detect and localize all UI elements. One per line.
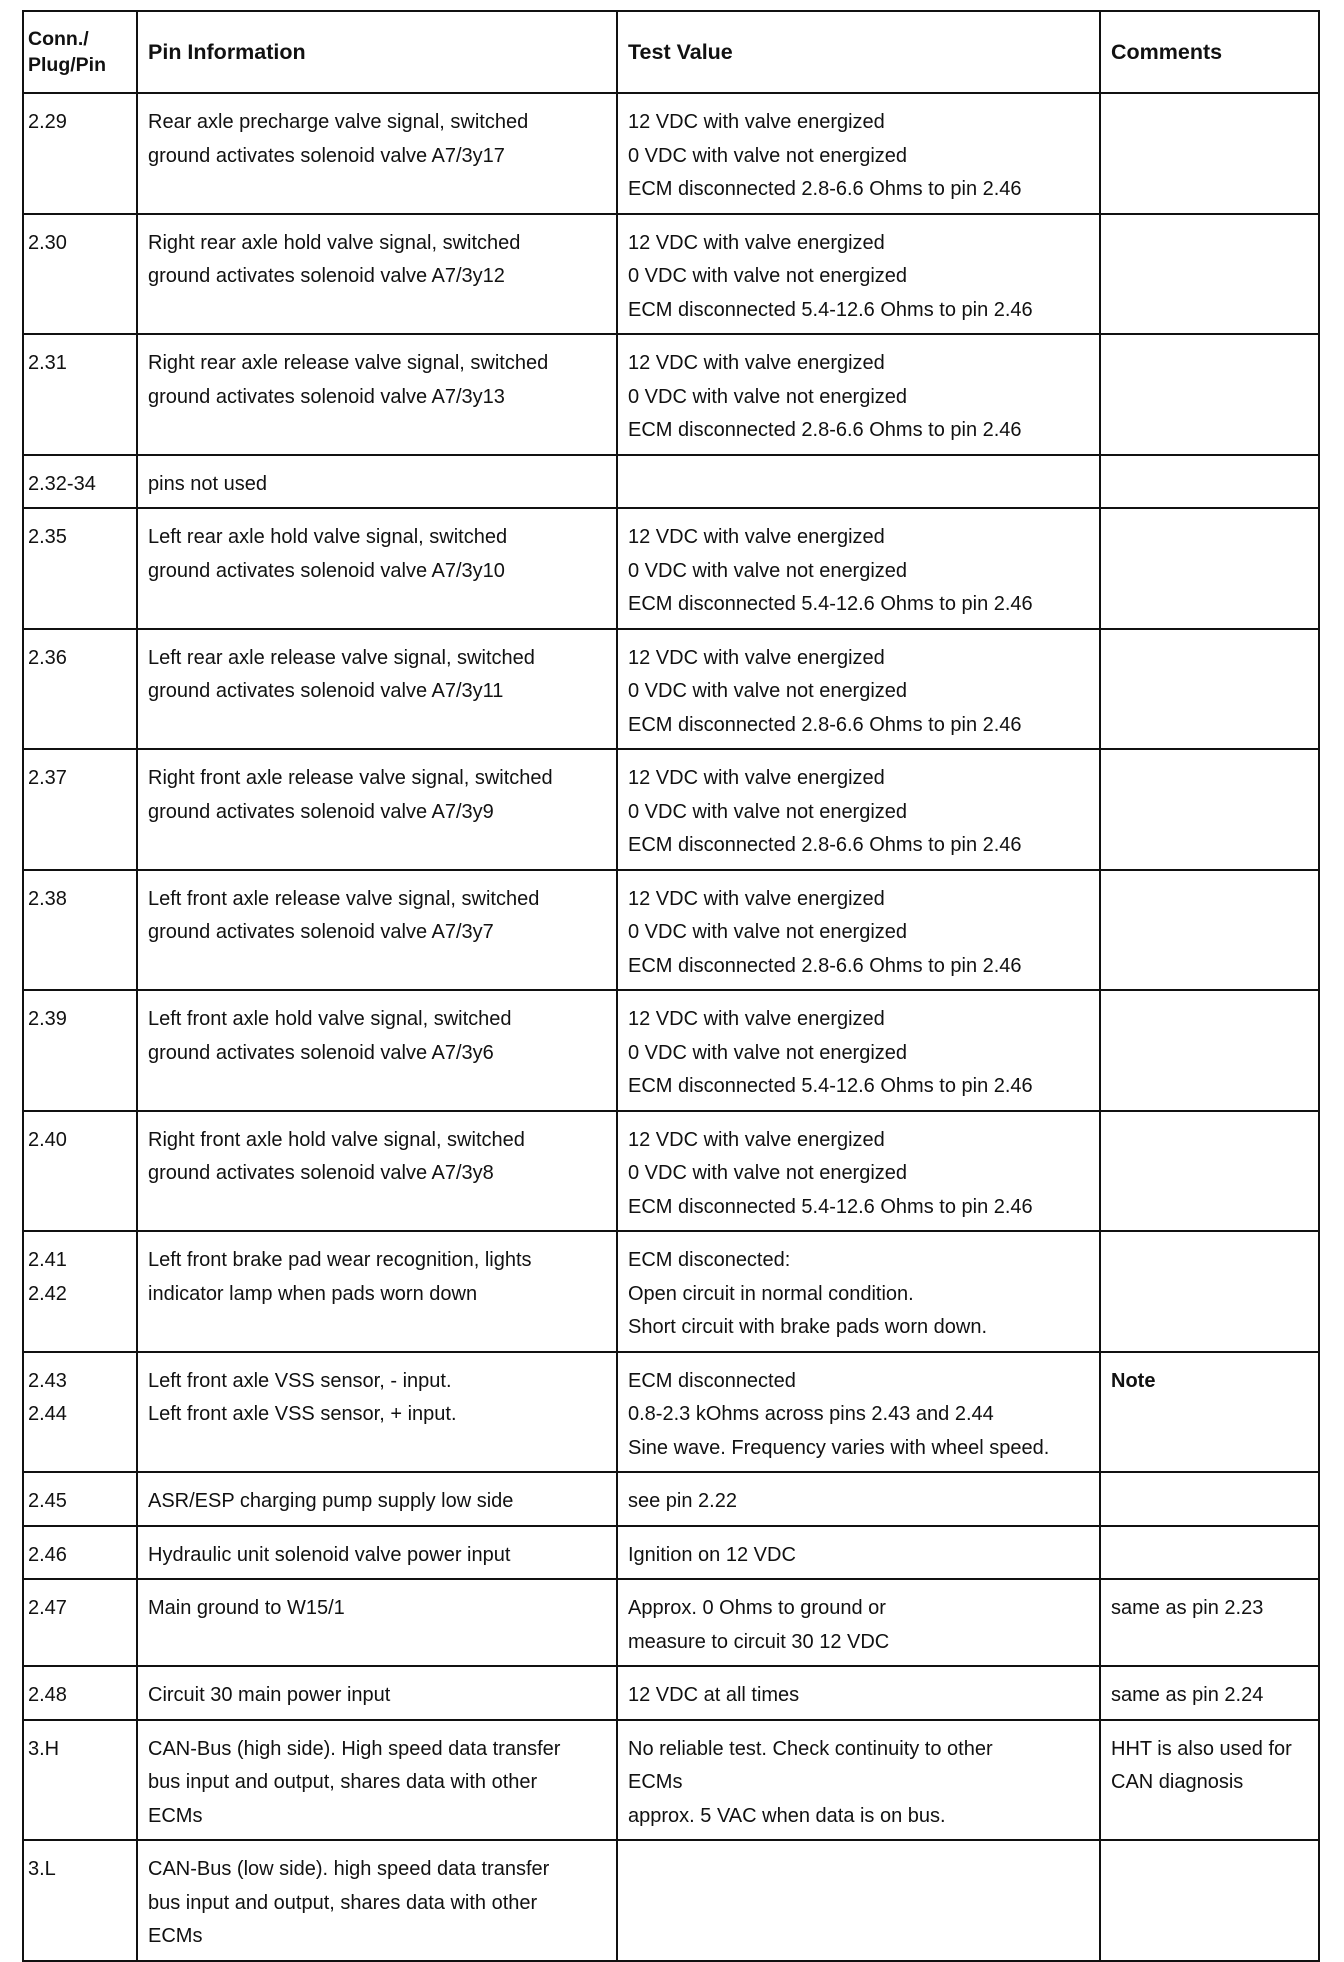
pin-line: 3.H bbox=[28, 1737, 60, 1760]
pin-info-line: ECMs bbox=[148, 1925, 203, 1947]
test-value-cell bbox=[617, 1352, 1100, 1473]
test-value-line: ECM disconnected bbox=[628, 1369, 796, 1392]
pin-info-cell bbox=[137, 334, 617, 455]
table-row bbox=[23, 1840, 1319, 1961]
pin-info-line: bus input and output, shares data with other bbox=[148, 1891, 538, 1914]
pin-cell bbox=[23, 455, 137, 509]
pin-info-line: ground activates solenoid valve A7/3y9 bbox=[148, 800, 494, 823]
pin-info-cell bbox=[137, 1352, 617, 1473]
pin-line: 3.L bbox=[28, 1858, 56, 1880]
pin-line: 2.45 bbox=[28, 1490, 67, 1512]
pin-info-cell bbox=[137, 629, 617, 750]
pin-info-line: Left front axle VSS sensor, - input. bbox=[148, 1369, 452, 1392]
pin-line: 2.47 bbox=[28, 1597, 67, 1619]
pin-info-line: CAN-Bus (high side). High speed data transfer bbox=[148, 1737, 561, 1760]
pin-info-line: ground activates solenoid valve A7/3y17 bbox=[148, 144, 505, 167]
pin-line: 2.43 bbox=[28, 1369, 67, 1392]
test-value-line: 12 VDC with valve energized bbox=[628, 111, 885, 133]
test-value-line: 12 VDC with valve energized bbox=[628, 526, 885, 548]
test-value-line: measure to circuit 30 12 VDC bbox=[628, 1630, 890, 1653]
test-value-line: 0 VDC with valve not energized bbox=[628, 921, 908, 943]
pin-cell bbox=[23, 1526, 137, 1580]
pin-cell bbox=[23, 1720, 137, 1841]
test-value-line: 12 VDC with valve energized bbox=[628, 352, 885, 374]
test-value-line: 0 VDC with valve not energized bbox=[628, 385, 908, 408]
pin-info-line: Right rear axle hold valve signal, switched bbox=[148, 231, 521, 254]
test-value-line: approx. 5 VAC when data is on bus. bbox=[628, 1804, 946, 1827]
table-row bbox=[23, 629, 1319, 750]
test-value-line: ECM disconnected 2.8-6.6 Ohms to pin 2.46 bbox=[628, 178, 1022, 200]
test-value-cell bbox=[617, 870, 1100, 991]
comments-cell bbox=[1100, 1526, 1319, 1580]
comments-cell bbox=[1100, 334, 1319, 455]
pin-info-line: pins not used bbox=[148, 472, 267, 495]
pin-info-cell bbox=[137, 1579, 617, 1666]
pin-cell bbox=[23, 1472, 137, 1526]
test-value-cell bbox=[617, 1579, 1100, 1666]
pin-cell bbox=[23, 1840, 137, 1961]
comments-cell bbox=[1100, 1840, 1319, 1961]
pin-info-line: Left rear axle hold valve signal, switched bbox=[148, 526, 508, 548]
pin-info-line: indicator lamp when pads worn down bbox=[148, 1282, 478, 1305]
table-row bbox=[23, 1526, 1319, 1580]
test-value-cell bbox=[617, 1111, 1100, 1232]
test-value-line: 0 VDC with valve not energized bbox=[628, 800, 908, 823]
table-row bbox=[23, 508, 1319, 629]
pin-line: 2.40 bbox=[28, 1128, 67, 1151]
test-value-cell bbox=[617, 334, 1100, 455]
header-pin-information: Pin Information bbox=[137, 11, 617, 93]
test-value-line: 0 VDC with valve not energized bbox=[628, 265, 908, 287]
pin-info-cell bbox=[137, 455, 617, 509]
pin-line: 2.39 bbox=[28, 1008, 67, 1030]
pin-cell bbox=[23, 870, 137, 991]
pin-info-line: Right front axle hold valve signal, switched bbox=[148, 1128, 525, 1151]
test-value-line: 12 VDC with valve energized bbox=[628, 1008, 885, 1030]
table-row bbox=[23, 1579, 1319, 1666]
test-value-line: 12 VDC with valve energized bbox=[628, 887, 885, 910]
table-row bbox=[23, 334, 1319, 455]
pin-cell bbox=[23, 749, 137, 870]
pin-info-line: ground activates solenoid valve A7/3y8 bbox=[148, 1162, 494, 1184]
table-row bbox=[23, 214, 1319, 335]
comments-line: same as pin 2.24 bbox=[1111, 1684, 1264, 1706]
pin-info-line: bus input and output, shares data with other bbox=[148, 1771, 538, 1793]
table-row bbox=[23, 1720, 1319, 1841]
pin-line: 2.41 bbox=[28, 1249, 67, 1271]
pin-info-cell bbox=[137, 990, 617, 1111]
pin-line: 2.44 bbox=[28, 1403, 67, 1425]
table-row bbox=[23, 93, 1319, 214]
pin-info-line: Main ground to W15/1 bbox=[148, 1597, 345, 1619]
pin-info-cell bbox=[137, 214, 617, 335]
comments-cell bbox=[1100, 93, 1319, 214]
pin-info-cell bbox=[137, 508, 617, 629]
header-row bbox=[23, 11, 1319, 93]
header-comments: Comments bbox=[1100, 11, 1319, 93]
comments-cell bbox=[1100, 749, 1319, 870]
pin-info-cell bbox=[137, 870, 617, 991]
comments-cell bbox=[1100, 1666, 1319, 1720]
test-value-line: 0.8-2.3 kOhms across pins 2.43 and 2.44 bbox=[628, 1403, 994, 1425]
comments-line: HHT is also used for bbox=[1111, 1737, 1292, 1760]
test-value-cell bbox=[617, 1231, 1100, 1352]
test-value-line: 0 VDC with valve not energized bbox=[628, 1041, 908, 1064]
comments-line: same as pin 2.23 bbox=[1111, 1597, 1264, 1619]
pin-info-cell bbox=[137, 93, 617, 214]
test-value-cell bbox=[617, 629, 1100, 750]
pin-line: 2.35 bbox=[28, 526, 67, 548]
pin-cell bbox=[23, 1352, 137, 1473]
test-value-cell bbox=[617, 214, 1100, 335]
pin-cell bbox=[23, 629, 137, 750]
pin-line: 2.29 bbox=[28, 111, 67, 133]
pin-line: 2.46 bbox=[28, 1543, 67, 1566]
comments-cell bbox=[1100, 1720, 1319, 1841]
comments-cell bbox=[1100, 1352, 1319, 1473]
pin-info-cell bbox=[137, 1231, 617, 1352]
table-row bbox=[23, 1666, 1319, 1720]
test-value-line: ECM disconnected 5.4-12.6 Ohms to pin 2.46 bbox=[628, 298, 1033, 321]
comments-cell bbox=[1100, 455, 1319, 509]
header-test-value: Test Value bbox=[617, 11, 1100, 93]
table-row bbox=[23, 749, 1319, 870]
pin-info-cell bbox=[137, 1526, 617, 1580]
test-value-line: 12 VDC with valve energized bbox=[628, 646, 885, 669]
test-value-cell bbox=[617, 1472, 1100, 1526]
test-value-cell bbox=[617, 508, 1100, 629]
pin-cell bbox=[23, 508, 137, 629]
pin-info-cell bbox=[137, 1840, 617, 1961]
pin-cell bbox=[23, 1666, 137, 1720]
comments-cell bbox=[1100, 214, 1319, 335]
comments-cell bbox=[1100, 1472, 1319, 1526]
pin-info-line: ground activates solenoid valve A7/3y7 bbox=[148, 921, 494, 943]
pin-info-line: Rear axle precharge valve signal, switched bbox=[148, 111, 529, 133]
test-value-line: 0 VDC with valve not energized bbox=[628, 559, 908, 582]
pin-info-line: Left rear axle release valve signal, switched bbox=[148, 646, 535, 669]
test-value-line: No reliable test. Check continuity to other bbox=[628, 1737, 993, 1760]
test-value-line: ECM disconnected 2.8-6.6 Ohms to pin 2.46 bbox=[628, 834, 1022, 856]
pin-info-line: ASR/ESP charging pump supply low side bbox=[148, 1490, 514, 1512]
pin-line: 2.31 bbox=[28, 352, 67, 374]
header-pin bbox=[23, 11, 137, 93]
table-row bbox=[23, 455, 1319, 509]
pin-info-line: ground activates solenoid valve A7/3y11 bbox=[148, 680, 504, 702]
test-value-cell bbox=[617, 93, 1100, 214]
pin-line: 2.30 bbox=[28, 231, 67, 254]
table-row bbox=[23, 1352, 1319, 1473]
pin-info-line: ECMs bbox=[148, 1804, 203, 1827]
pin-cell bbox=[23, 1579, 137, 1666]
comments-cell bbox=[1100, 990, 1319, 1111]
test-value-line: Ignition on 12 VDC bbox=[628, 1543, 796, 1566]
test-value-cell bbox=[617, 1526, 1100, 1580]
test-value-line: ECM disconnected 5.4-12.6 Ohms to pin 2.46 bbox=[628, 1075, 1033, 1097]
test-value-line: 0 VDC with valve not energized bbox=[628, 144, 908, 167]
pin-line: 2.42 bbox=[28, 1282, 67, 1305]
pin-info-line: Hydraulic unit solenoid valve power input bbox=[148, 1543, 511, 1566]
test-value-line: ECM disconected: bbox=[628, 1249, 791, 1271]
pin-info-line: ground activates solenoid valve A7/3y12 bbox=[148, 265, 505, 287]
pin-line: 2.48 bbox=[28, 1684, 67, 1706]
pin-cell bbox=[23, 1111, 137, 1232]
pin-info-line: Left front brake pad wear recognition, lights bbox=[148, 1249, 532, 1271]
test-value-line: Sine wave. Frequency varies with wheel speed. bbox=[628, 1436, 1050, 1459]
test-value-cell bbox=[617, 749, 1100, 870]
test-value-cell bbox=[617, 455, 1100, 509]
test-value-line: ECM disconnected 2.8-6.6 Ohms to pin 2.46 bbox=[628, 954, 1022, 977]
comments-line: Note bbox=[1111, 1369, 1156, 1392]
test-value-cell bbox=[617, 1720, 1100, 1841]
comments-cell bbox=[1100, 1231, 1319, 1352]
pin-info-line: Left front axle VSS sensor, + input. bbox=[148, 1403, 457, 1425]
pin-info-cell bbox=[137, 1111, 617, 1232]
pin-info-line: Left front axle release valve signal, switched bbox=[148, 887, 540, 910]
test-value-line: 12 VDC at all times bbox=[628, 1684, 800, 1706]
table-row bbox=[23, 1472, 1319, 1526]
pin-line: 2.38 bbox=[28, 887, 67, 910]
pin-info-line: ground activates solenoid valve A7/3y13 bbox=[148, 385, 505, 408]
pin-line: 2.32-34 bbox=[28, 472, 96, 495]
test-value-line: 12 VDC with valve energized bbox=[628, 767, 885, 789]
comments-cell bbox=[1100, 629, 1319, 750]
pin-cell bbox=[23, 1231, 137, 1352]
pin-info-line: Left front axle hold valve signal, switched bbox=[148, 1008, 512, 1030]
pin-table bbox=[22, 10, 1320, 1962]
test-value-line: 0 VDC with valve not energized bbox=[628, 1162, 908, 1184]
pin-cell bbox=[23, 334, 137, 455]
pin-info-line: CAN-Bus (low side). high speed data transfer bbox=[148, 1858, 550, 1880]
test-value-cell bbox=[617, 1840, 1100, 1961]
header-pin-line: Conn./ bbox=[28, 28, 89, 50]
table-row bbox=[23, 990, 1319, 1111]
test-value-line: see pin 2.22 bbox=[628, 1490, 737, 1512]
test-value-cell bbox=[617, 990, 1100, 1111]
pin-line: 2.36 bbox=[28, 646, 67, 669]
test-value-line: Short circuit with brake pads worn down. bbox=[628, 1316, 988, 1338]
table-row bbox=[23, 870, 1319, 991]
test-value-line: ECM disconnected 2.8-6.6 Ohms to pin 2.46 bbox=[628, 713, 1022, 736]
comments-cell bbox=[1100, 1579, 1319, 1666]
pin-info-line: Right rear axle release valve signal, switched bbox=[148, 352, 549, 374]
test-value-line: ECM disconnected 2.8-6.6 Ohms to pin 2.46 bbox=[628, 419, 1022, 441]
test-value-line: ECM disconnected 5.4-12.6 Ohms to pin 2.46 bbox=[628, 593, 1033, 615]
table-row bbox=[23, 1231, 1319, 1352]
pin-cell bbox=[23, 990, 137, 1111]
pin-cell bbox=[23, 214, 137, 335]
test-value-cell bbox=[617, 1666, 1100, 1720]
pin-info-cell bbox=[137, 1666, 617, 1720]
pin-info-line: ground activates solenoid valve A7/3y10 bbox=[148, 559, 505, 582]
table-row bbox=[23, 1111, 1319, 1232]
test-value-line: ECMs bbox=[628, 1771, 683, 1793]
pin-info-line: Circuit 30 main power input bbox=[148, 1684, 391, 1706]
header-pin-line: Plug/Pin bbox=[28, 54, 106, 76]
pin-cell bbox=[23, 93, 137, 214]
test-value-line: 0 VDC with valve not energized bbox=[628, 680, 908, 702]
comments-cell bbox=[1100, 1111, 1319, 1232]
comments-line: CAN diagnosis bbox=[1111, 1771, 1244, 1793]
pin-info-line: Right front axle release valve signal, switched bbox=[148, 767, 553, 789]
comments-cell bbox=[1100, 508, 1319, 629]
pin-info-cell bbox=[137, 749, 617, 870]
pin-info-cell bbox=[137, 1720, 617, 1841]
test-value-line: Approx. 0 Ohms to ground or bbox=[628, 1597, 886, 1619]
test-value-line: 12 VDC with valve energized bbox=[628, 231, 885, 254]
test-value-line: ECM disconnected 5.4-12.6 Ohms to pin 2.46 bbox=[628, 1195, 1033, 1218]
test-value-line: Open circuit in normal condition. bbox=[628, 1282, 914, 1305]
pin-info-line: ground activates solenoid valve A7/3y6 bbox=[148, 1041, 494, 1064]
comments-cell bbox=[1100, 870, 1319, 991]
pin-info-cell bbox=[137, 1472, 617, 1526]
pin-line: 2.37 bbox=[28, 767, 67, 789]
test-value-line: 12 VDC with valve energized bbox=[628, 1128, 885, 1151]
